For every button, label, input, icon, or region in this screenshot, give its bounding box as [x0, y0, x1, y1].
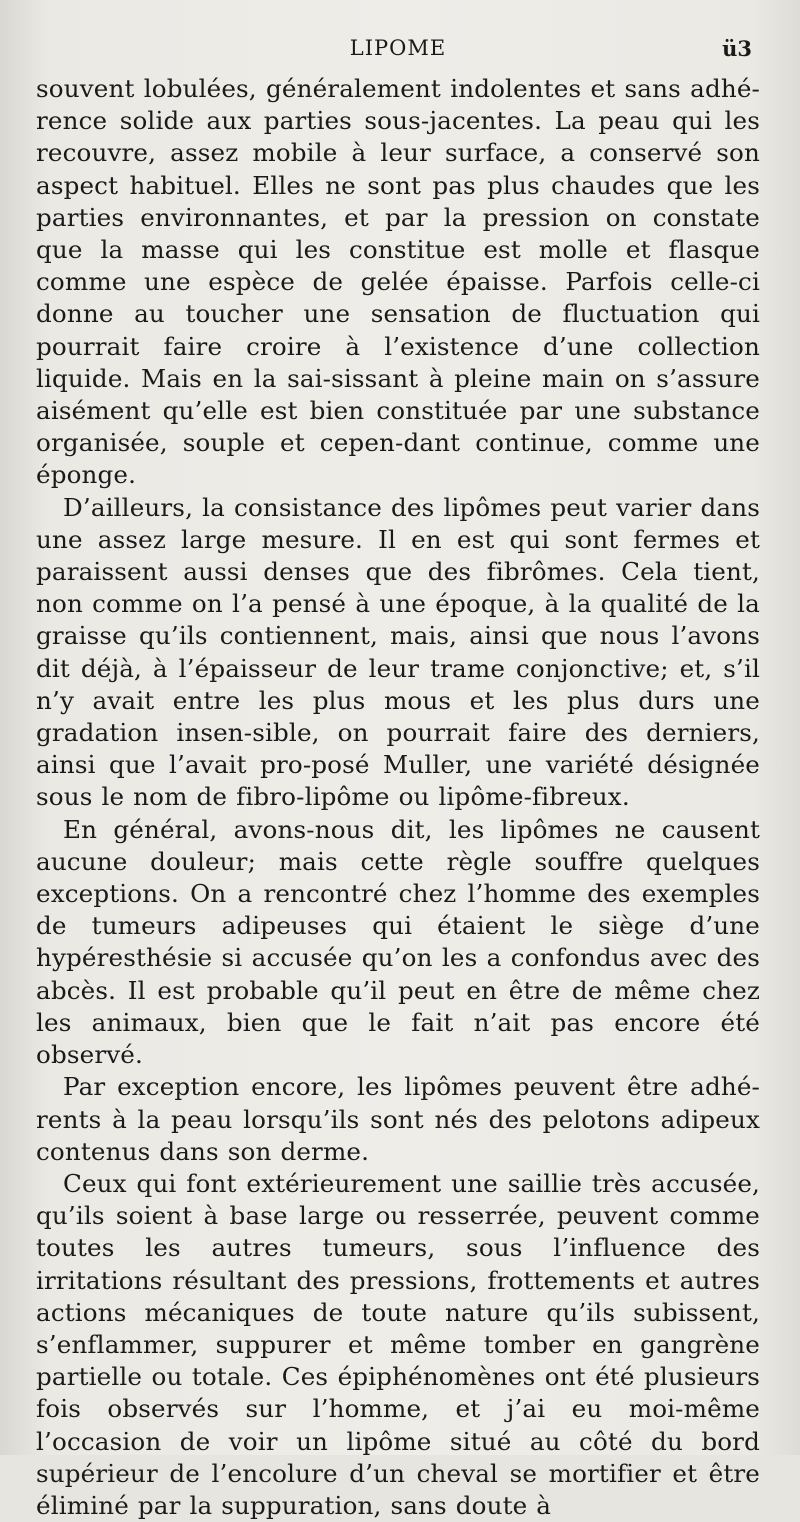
page-number: ü3	[722, 36, 752, 61]
paragraph: Par exception encore, les lipômes peuvent être adhé-rents à la peau lorsqu’ils sont nés des pelotons adipeux contenus dans son derme.	[36, 1072, 760, 1166]
running-head	[36, 36, 760, 60]
page-header-title: LIPOME	[349, 36, 447, 60]
paragraph: Ceux qui font extérieurement une saillie très accusée, qu’ils soient à base large ou resserrée, peuvent comme toutes les autres tumeurs, sous l’influence des irritations résultant des pressions, frottements et autres actions mécaniques de toute nature qu’ils subissent, s’enflammer, suppurer et même tomber en gangrène partielle ou totale. Ces épiphénomènes ont été plusieurs fois observés sur l’homme, et j’ai eu moi-même l’occasion de voir un lipôme situé au côté du bord supérieur de l’encolure d’un cheval se mortifier et être éliminé par la suppuration, sans doute à	[36, 1168, 760, 1520]
paragraph: D’ailleurs, la consistance des lipômes peut varier dans une assez large mesure. Il en est qui sont fermes et paraissent aussi denses que des fibrômes. Cela tient, non comme on l’a pensé à une époque, à la qualité de la graisse qu’ils contiennent, mais, ainsi que nous l’avons dit déjà, à l’épaisseur de leur trame conjonctive; et, s’il n’y avait entre les plus mous et les plus durs une gradation insen-sible, on pourrait faire des derniers, ainsi que l’avait pro-posé Muller, une variété désignée sous le nom de fibro-lipôme ou lipôme-fibreux.	[36, 492, 760, 812]
body-text	[36, 73, 760, 1522]
paragraph: souvent lobulées, généralement indolentes et sans adhé-rence solide aux parties sous-jacentes. La peau qui les recouvre, assez mobile à leur surface, a conservé son aspect habituel. Elles ne sont pas plus chaudes que les parties environnantes, et par la pression on constate que la masse qui les constitue est molle et flasque comme une espèce de gelée épaisse. Parfois celle-ci donne au toucher une sensation de fluctuation qui pourrait faire croire à l’existence d’une collection liquide. Mais en la sai-sissant à pleine main on s’assure aisément qu’elle est bien constituée par une substance organisée, souple et cepen-dant continue, comme une éponge.	[36, 74, 760, 490]
paragraph: En général, avons-nous dit, les lipômes ne causent aucune douleur; mais cette règle souffre quelques exceptions. On a rencontré chez l’homme des exemples de tumeurs adipeuses qui étaient le siège d’une hypéresthésie si accusée qu’on les a confondus avec des abcès. Il est probable qu’il peut en être de même chez les animaux, bien que le fait n’ait pas encore été observé.	[36, 814, 760, 1070]
